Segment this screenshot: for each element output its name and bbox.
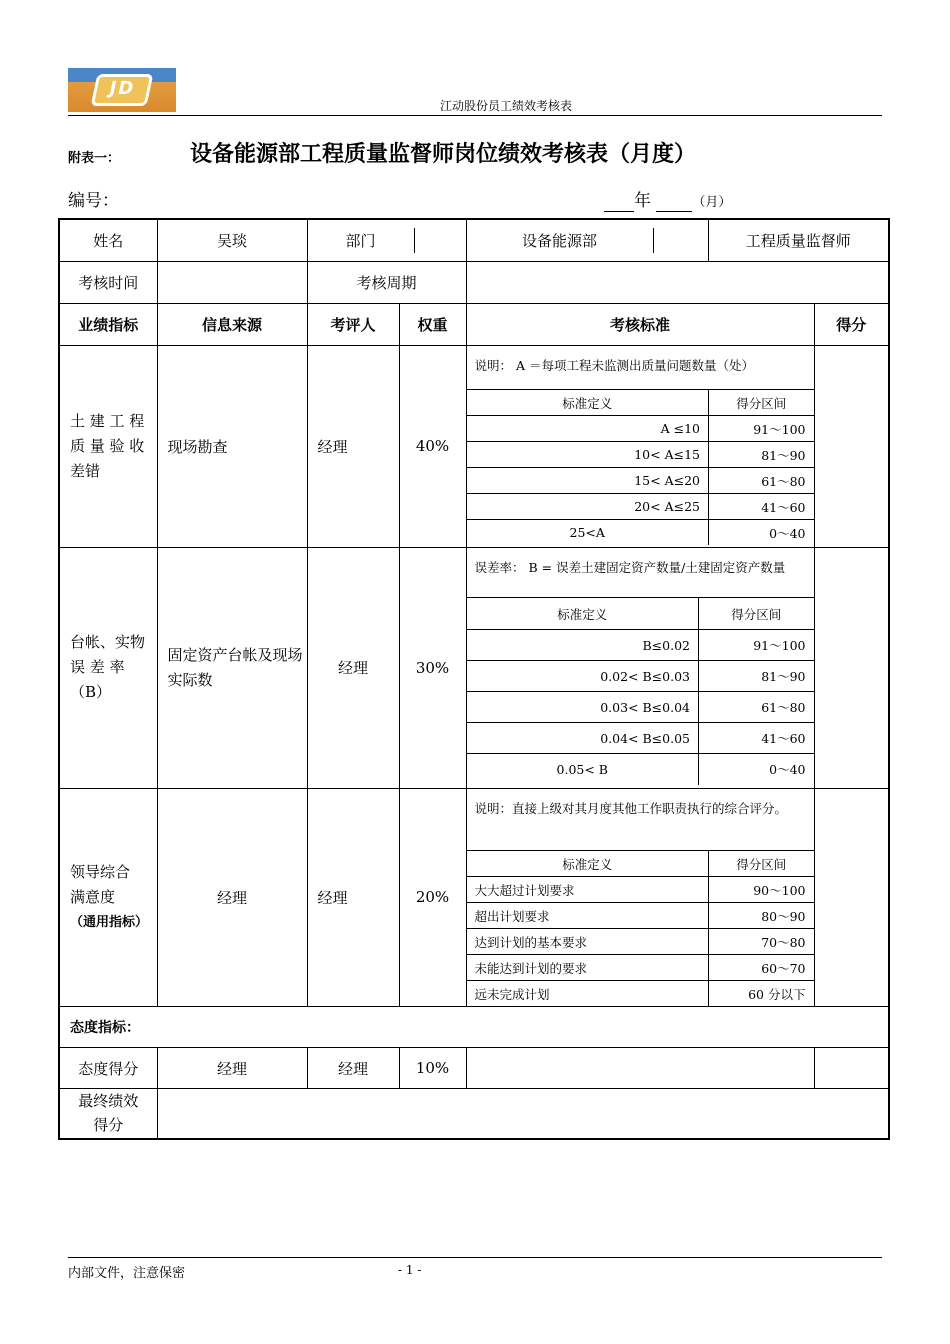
std-def: 20< A≤25 [467, 494, 709, 520]
company-logo [68, 68, 176, 112]
page-number: - 1 - [398, 1263, 422, 1277]
period-fields [604, 186, 731, 212]
col-score: 得分 [814, 303, 889, 345]
std-range: 0～40 [699, 754, 814, 785]
std-def-header: 标准定义 [467, 851, 709, 877]
col-evaluator: 考评人 [307, 303, 399, 345]
cycle-label: 考核周期 [307, 261, 466, 303]
std-range: 91～100 [699, 630, 814, 661]
col-weight: 权重 [399, 303, 466, 345]
std-def: A ≤10 [467, 416, 709, 442]
std-range: 41～60 [699, 723, 814, 754]
cycle-value[interactable] [466, 261, 889, 303]
annex-label: 附表一： [68, 151, 121, 166]
post-value[interactable]: 工程质量监督师 [708, 220, 889, 261]
std-range: 60 分以下 [709, 981, 814, 1007]
indicator-evaluator: 经理 [307, 345, 399, 547]
std-range: 81～90 [709, 442, 814, 468]
indicator-evaluator: 经理 [307, 547, 399, 788]
attitude-standard [466, 1048, 814, 1089]
month-label: （月） [692, 195, 732, 210]
std-range: 60～70 [709, 955, 814, 981]
serial-label: 编号： [68, 191, 119, 211]
dept-value[interactable]: 设备能源部 [467, 228, 654, 253]
indicator-name: 台帐、实物 误 差 率（B） [59, 547, 157, 788]
std-def: 0.04< B≤0.05 [467, 723, 699, 754]
std-range: 81～90 [699, 661, 814, 692]
header-divider [68, 115, 882, 116]
std-def: 远未完成计划 [467, 981, 709, 1007]
std-def: 25<A [467, 520, 709, 546]
indicator-name-sub: （通用指标） [70, 914, 149, 930]
name-label: 姓名 [59, 219, 157, 261]
score-cell[interactable] [814, 547, 889, 788]
indicator-name: 土 建 工 程 质 量 验 收 差错 [59, 345, 157, 547]
year-blank[interactable] [604, 191, 634, 212]
std-def: 0.02< B≤0.03 [467, 661, 699, 692]
month-blank[interactable] [656, 191, 692, 212]
final-score-label: 最终绩效得分 [59, 1089, 157, 1139]
standard-note: 说明：直接上级对其月度其他工作职责执行的综合评分。 [474, 800, 788, 816]
std-range: 90～100 [709, 877, 814, 903]
std-range-header: 得分区间 [709, 390, 814, 416]
std-range: 61～80 [699, 692, 814, 723]
indicator-row [59, 547, 889, 788]
std-range: 61～80 [709, 468, 814, 494]
std-def: 超出计划要求 [467, 903, 709, 929]
assessment-table [58, 218, 890, 1140]
indicator-source: 现场勘查 [157, 345, 307, 547]
footer-confidential: 内部文件，注意保密 [68, 1266, 186, 1281]
attitude-source: 经理 [157, 1048, 307, 1089]
time-label: 考核时间 [59, 261, 157, 303]
std-range: 91～100 [709, 416, 814, 442]
indicator-row [59, 345, 889, 547]
std-range: 80～90 [709, 903, 814, 929]
std-range: 41～60 [709, 494, 814, 520]
std-def-header: 标准定义 [467, 390, 709, 416]
std-def: 0.03< B≤0.04 [467, 692, 699, 723]
time-value[interactable] [157, 261, 307, 303]
year-label: 年 [634, 191, 651, 211]
indicator-source: 经理 [157, 788, 307, 1007]
final-score-value[interactable] [157, 1089, 889, 1139]
std-def: 未能达到计划的要求 [467, 955, 709, 981]
std-def-header: 标准定义 [467, 598, 699, 630]
std-range: 0～40 [709, 520, 814, 546]
indicator-weight: 30% [399, 547, 466, 788]
dept-value-part [414, 228, 466, 253]
indicator-name: 领导综合满意度 [70, 862, 131, 906]
col-indicator: 业绩指标 [59, 303, 157, 345]
std-range: 70～80 [709, 929, 814, 955]
footer-divider [68, 1257, 882, 1258]
attitude-section-label: 态度指标： [59, 1007, 889, 1048]
std-def: 15< A≤20 [467, 468, 709, 494]
std-def: 0.05< B [467, 754, 699, 785]
standard-note: 说明： A ＝每项工程未监测出质量问题数量（处） [474, 357, 754, 373]
col-source: 信息来源 [157, 303, 307, 345]
std-range-header: 得分区间 [699, 598, 814, 630]
dept-label: 部门 [308, 228, 415, 253]
standard-note: 误差率： B = 误差土建固定资产数量/土建固定资产数量 [474, 559, 786, 575]
indicator-weight: 20% [399, 788, 466, 1007]
attitude-evaluator: 经理 [307, 1048, 399, 1089]
attitude-score-cell[interactable] [814, 1048, 889, 1089]
indicator-evaluator: 经理 [307, 788, 399, 1007]
std-def: B≤0.02 [467, 630, 699, 661]
attitude-weight: 10% [399, 1048, 466, 1089]
std-def: 10< A≤15 [467, 442, 709, 468]
score-cell[interactable] [814, 345, 889, 547]
form-header-title: 江动股份员工绩效考核表 [440, 99, 573, 113]
name-value[interactable]: 吴琰 [157, 219, 307, 261]
logo-text: JD [107, 78, 138, 99]
indicator-source: 固定资产台帐及现场实际数 [157, 547, 307, 788]
indicator-weight: 40% [399, 345, 466, 547]
indicator-row [59, 788, 889, 1007]
attitude-name: 态度得分 [59, 1048, 157, 1089]
std-range-header: 得分区间 [709, 851, 814, 877]
std-def: 达到计划的基本要求 [467, 929, 709, 955]
std-def: 大大超过计划要求 [467, 877, 709, 903]
page-title: 设备能源部工程质量监督师岗位绩效考核表（月度） [190, 142, 697, 167]
score-cell[interactable] [814, 788, 889, 1007]
col-standard: 考核标准 [466, 303, 814, 345]
